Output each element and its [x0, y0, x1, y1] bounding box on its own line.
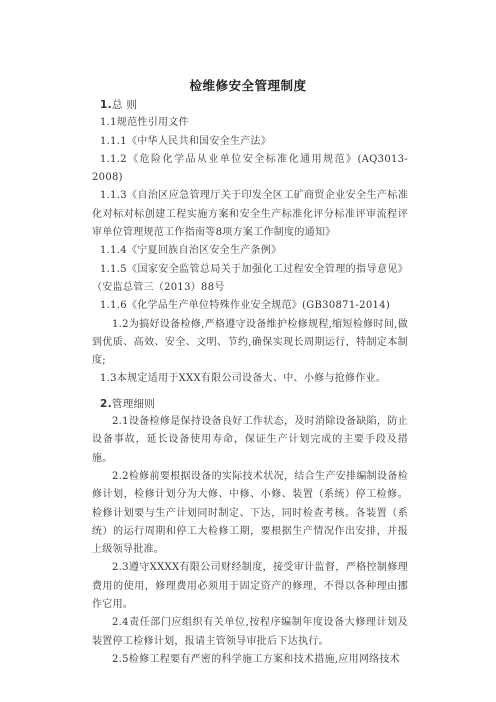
paragraph-1-1-6: 1.1.6《化学品生产单位特殊作业安全规范》(GB30871-2014) — [100, 300, 391, 312]
paragraph-2-1: 2.1设备检修是保持设备良好工作状态，及时消除设备缺陷，防止设备事故，延长设备使用寿命，保证生产计划完成的主要手段及措施。 — [92, 416, 408, 464]
section-2-heading — [92, 395, 408, 413]
document-body — [92, 96, 408, 669]
paragraph-1-1-2: 1.1.2《危险化学品从业单位安全标准化通用规范》(AQ3013-2008) — [92, 153, 408, 184]
paragraph-1-1: 1.1规范性引用文件 — [100, 117, 189, 129]
paragraph-2-5: 2.5检修工程要有严密的科学施工方案和技术措施,应用网络技术 — [112, 653, 401, 665]
paragraph-1-1-4: 1.1.4《宁夏回族自治区安全生产条例》 — [100, 245, 282, 257]
paragraph-1-3: 1.3本规定适用于XXX有限公司设备大、中、小修与抢修作业。 — [100, 373, 387, 385]
paragraph-1-2: 1.2为搞好设备检修,严格遵守设备维护检修规程,缩短检修时间,做到优质、高效、安全、文明、节约,确保实现长周期运行，特制定本制度; — [92, 318, 408, 367]
section-2-title: 管理细则 — [111, 397, 156, 410]
section-1-heading — [92, 96, 408, 114]
section-1-number: 1. — [100, 99, 112, 111]
paragraph-2-2: 2.2检修前要根据设备的实际技术状况，结合生产安排编制设备检修计划，检修计划分为大修、中修、小修、装置（系统）停工检修。检修计划要与生产计划同时制定、下达，同时检查考核。各装置（系统）的运行周期和停工大检修工期，要根据生产情况作出安排，并报上级领导批准。 — [92, 470, 408, 556]
paragraph-2-4: 2.4责任部门应组织有关单位,按程序编制年度设备大修理计划及装置停工检修计划，报请主管领导审批后下达执行。 — [92, 617, 408, 647]
section-2-number: 2. — [100, 397, 112, 410]
paragraph-1-1-3: 1.1.3《自治区应急管理厅关于印发全区工矿商贸企业安全生产标准化对标对标创建工程实施方案和安全生产标准化评分标准评审流程评审单位管理规范工作指南等8项方案工作制度的通知》 — [92, 190, 408, 239]
paragraph-2-3: 2.3遵守XXXX有限公司财经制度，接受审计监督，严格控制修理费用的使用，修理费用必须用于固定资产的修理，不得以各种理由挪作它用。 — [92, 562, 408, 611]
paragraph-1-1-5: 1.1.5《国家安全监管总局关于加强化工过程安全管理的指导意见》（安监总管三（2013）88号 — [92, 263, 408, 293]
section-1-title: 总 则 — [111, 99, 138, 111]
document-title: 检维修安全管理制度 — [189, 78, 307, 93]
paragraph-1-1-1: 1.1.1《中华人民共和国安全生产法》 — [100, 135, 272, 147]
